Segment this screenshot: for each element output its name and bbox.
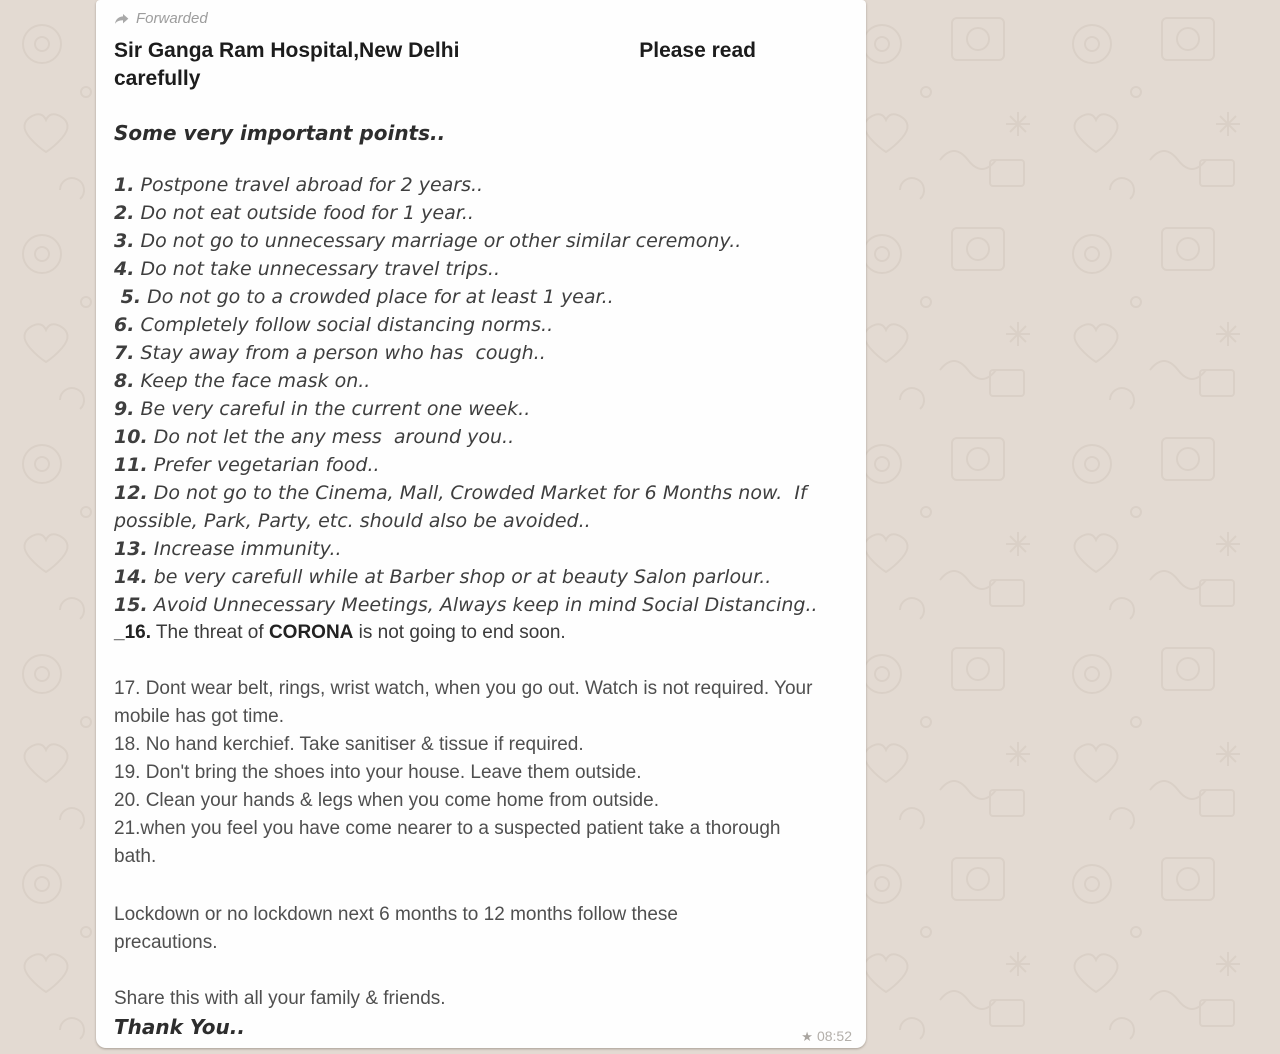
item-text: Keep the face mask on.. [134, 370, 371, 392]
item-text: Do not go to the Cinema, Mall, Crowded Market for 6 Months now. If possible, Park, Party, etc. should also be avoided.. [114, 482, 813, 532]
item-text: Stay away from a person who has cough.. [134, 342, 546, 364]
item-number: 2. [114, 202, 135, 224]
item-number: 10. [114, 426, 148, 448]
item-number: 13. [114, 538, 148, 560]
point-16 [114, 619, 848, 647]
list-item: 17. Dont wear belt, rings, wrist watch, when you go out. Watch is not required. Your mobile has got time. [114, 678, 813, 727]
item-text: Do not let the any mess around you.. [147, 426, 515, 448]
list-item [114, 311, 848, 339]
item-text: Do not go to a crowded place for at least 1 year.. [141, 286, 614, 308]
star-icon: ★ [801, 1028, 813, 1044]
item-text: Be very careful in the current one week.. [134, 398, 531, 420]
additional-points-list [114, 675, 828, 871]
message-bubble[interactable] [96, 0, 866, 1048]
item-text: be very carefull while at Barber shop or at beauty Salon parlour.. [147, 566, 772, 588]
thank-you-line: Thank You.. [114, 1015, 245, 1039]
message-header [114, 37, 848, 93]
item-text: Do not eat outside food for 1 year.. [134, 202, 474, 224]
list-item [114, 199, 848, 227]
point-16-corona: CORONA [268, 622, 354, 643]
item-text: Postpone travel abroad for 2 years.. [134, 174, 484, 196]
item-number: 12. [114, 482, 148, 504]
please-read-label: Please read [639, 39, 756, 62]
item-number: 6. [114, 314, 135, 336]
point-16-post: is not going to end soon. [353, 622, 566, 643]
forwarded-row [114, 8, 848, 30]
share-line: Share this with all your family & friends. [114, 988, 446, 1009]
item-number: 8. [114, 370, 135, 392]
item-text: Do not go to unnecessary marriage or other similar ceremony.. [134, 230, 742, 252]
list-item: 20. Clean your hands & legs when you come home from outside. [114, 790, 659, 811]
list-item [114, 479, 848, 535]
item-number: 14. [114, 566, 148, 588]
hospital-name: Sir Ganga Ram Hospital,New Delhi [114, 39, 460, 62]
intro-line: Some very important points.. [114, 121, 446, 145]
list-item [114, 255, 848, 283]
list-item: 21.when you feel you have come nearer to a suspected patient take a thorough bath. [114, 818, 781, 867]
list-item: 18. No hand kerchief. Take sanitiser & tissue if required. [114, 734, 584, 755]
item-number: 1. [114, 174, 135, 196]
list-item [114, 227, 848, 255]
message-meta [801, 1028, 852, 1044]
list-item [114, 367, 848, 395]
list-item [114, 395, 848, 423]
header-line2: carefully [114, 67, 201, 90]
point-16-pre: The threat of [150, 622, 269, 643]
item-number: 9. [114, 398, 135, 420]
item-text: Do not take unnecessary travel trips.. [134, 258, 500, 280]
list-item [114, 283, 848, 311]
item-text: Avoid Unnecessary Meetings, Always keep in mind Social Distancing.. [147, 594, 818, 616]
list-item [114, 171, 848, 199]
point-16-number: _16. [114, 622, 151, 643]
item-text: Prefer vegetarian food.. [147, 454, 380, 476]
list-item [114, 591, 848, 619]
item-number: 11. [114, 454, 148, 476]
item-text: Increase immunity.. [147, 538, 342, 560]
item-number: 4. [114, 258, 135, 280]
item-number: 15. [114, 594, 148, 616]
forward-arrow-icon [114, 11, 130, 27]
list-item [114, 423, 848, 451]
important-points-list [114, 171, 848, 619]
item-text: Completely follow social distancing norms.. [134, 314, 554, 336]
list-item [114, 451, 848, 479]
item-number: 5. [114, 286, 142, 308]
list-item: 19. Don't bring the shoes into your house. Leave them outside. [114, 762, 642, 783]
list-item [114, 535, 848, 563]
item-number: 3. [114, 230, 135, 252]
item-number: 7. [114, 342, 135, 364]
list-item [114, 339, 848, 367]
forwarded-label: Forwarded [136, 10, 208, 27]
lockdown-note: Lockdown or no lockdown next 6 months to 12 months follow these precautions. [114, 904, 678, 953]
list-item [114, 563, 848, 591]
timestamp: 08:52 [816, 1028, 852, 1044]
